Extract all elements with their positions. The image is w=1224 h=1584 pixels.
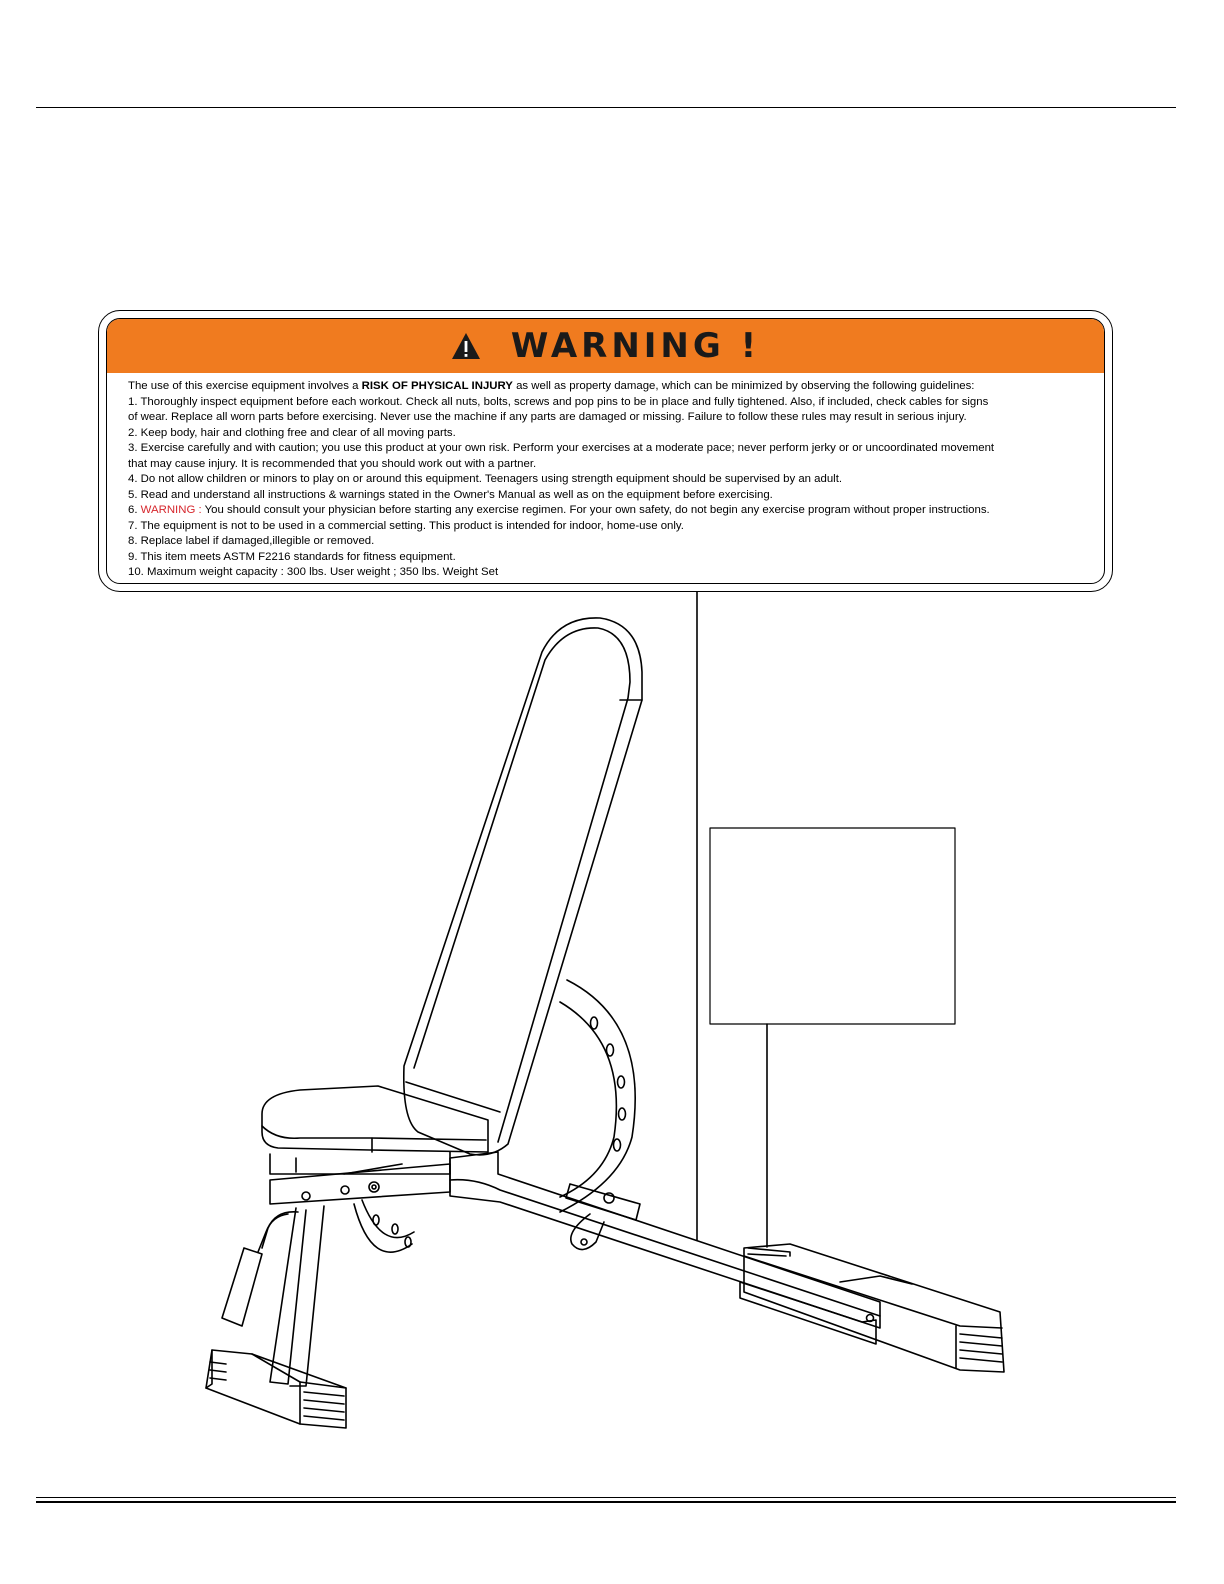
guideline-6 — [128, 503, 1104, 519]
rail-bracket — [566, 1184, 640, 1250]
front-leg — [222, 1206, 324, 1386]
front-foot — [206, 1350, 346, 1428]
guideline-6-text: You should consult your physician before starting any exercise regimen. For your own safety, do not begin any exercise program without proper instructions. — [201, 504, 990, 516]
guideline-2: 2. Keep body, hair and clothing free and clear of all moving parts. — [128, 426, 456, 439]
guideline-3a: 3. Exercise carefully and with caution; you use this product at your own risk. Perform your exercises at a moderate pace; never perform jerky or or uncoordinated movement — [128, 442, 995, 454]
warning-triangle-icon — [451, 332, 481, 360]
warning-header — [107, 319, 1104, 373]
label-placement-box — [710, 828, 955, 1024]
guideline-10: 10. Maximum weight capacity : 300 lbs. User weight ; 350 lbs. Weight Set — [128, 566, 499, 578]
rear-foot — [740, 1244, 1004, 1372]
intro-text: The use of this exercise equipment involves a — [128, 380, 362, 392]
warning-title: WARNING ! — [510, 326, 761, 366]
guideline-intro — [128, 379, 1104, 395]
guideline-1b: of wear. Replace all worn parts before exercising. Never use the machine if any parts are damaged or missing. Failure to follow these rules may result in serious injury. — [128, 411, 967, 423]
main-frame — [270, 1152, 880, 1328]
intro-emphasis: RISK OF PHYSICAL INJURY — [361, 380, 513, 392]
guideline-8: 8. Replace label if damaged,illegible or removed. — [128, 535, 375, 547]
intro-text-end: as well as property damage, which can be minimized by observing the following guidelines: — [512, 380, 975, 392]
guideline-6-warning: WARNING : — [140, 504, 202, 516]
bottom-rule — [36, 1497, 1176, 1503]
guideline-6-number: 6. — [128, 504, 141, 516]
warning-label-inner — [106, 318, 1105, 584]
backrest — [404, 618, 642, 1155]
guideline-5: 5. Read and understand all instructions & warnings stated in the Owner's Manual as well as on the equipment before exercising. — [128, 488, 773, 501]
guideline-9: 9. This item meets ASTM F2216 standards for fitness equipment. — [128, 550, 456, 563]
bench-drawing — [0, 592, 1224, 1492]
guideline-3b: that may cause injury. It is recommended that you should work out with a partner. — [128, 457, 537, 470]
warning-label — [98, 310, 1113, 592]
warning-guidelines — [107, 373, 1104, 581]
top-rule — [36, 107, 1176, 108]
guideline-7: 7. The equipment is not to be used in a commercial setting. This product is intended for indoor, home-use only. — [128, 519, 684, 532]
adjustment-plate — [560, 980, 635, 1212]
guideline-1a: 1. Thoroughly inspect equipment before each workout. Check all nuts, bolts, screws and pop pins to be in place and fully tightened. Also, if included, check cables for signs — [128, 395, 989, 408]
seat — [262, 1086, 488, 1174]
guideline-4: 4. Do not allow children or minors to play on or around this equipment. Teenagers using strength equipment should be supervised by an adult. — [128, 473, 843, 485]
